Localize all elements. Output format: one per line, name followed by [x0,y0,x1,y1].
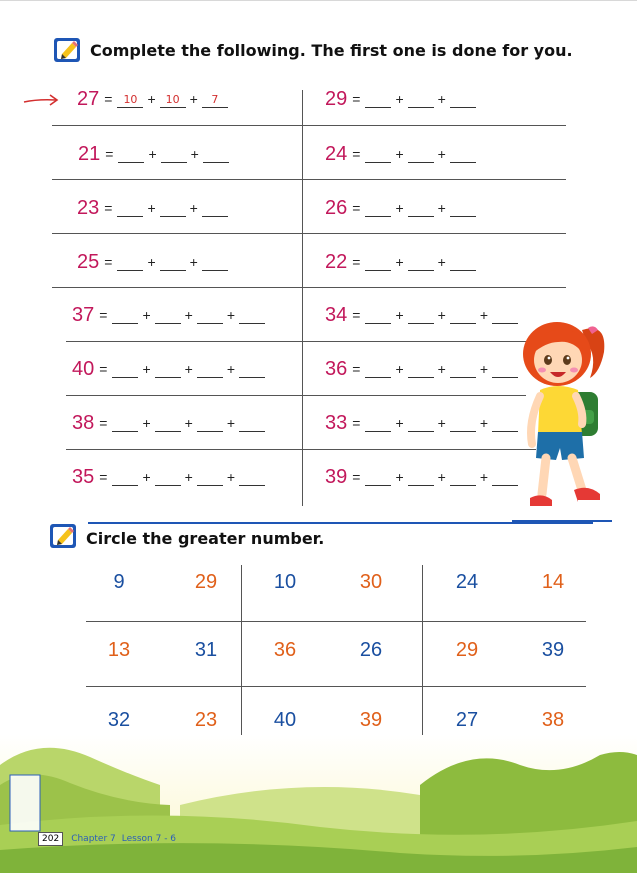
answer-blank[interactable] [450,307,476,324]
table-row-divider [52,233,566,234]
equation-row: 35 = + + + [72,462,265,492]
answer-blank[interactable] [197,415,223,432]
answer-blank[interactable] [203,146,229,163]
answer-blank[interactable] [408,254,434,271]
target-number: 40 [72,357,95,380]
answer-blank[interactable] [365,307,391,324]
answer-blank[interactable] [112,307,138,324]
answer-blank[interactable] [408,146,434,163]
pencil-icon [52,34,82,64]
answer-blank[interactable] [112,415,138,432]
answer-blank[interactable] [450,254,476,271]
number-choice[interactable]: 29 [194,571,218,593]
target-number: 26 [325,196,348,219]
answer-blank[interactable] [408,361,434,378]
instruction-1: Complete the following. The first one is done for you. [90,41,573,60]
chapter-label: Chapter 7 [71,834,116,844]
number-choice[interactable]: 10 [273,571,297,593]
answer-blank[interactable] [365,415,391,432]
equation-row: 38 = + + + [72,408,265,438]
answer-blank[interactable] [202,200,228,217]
answer-blank[interactable] [365,254,391,271]
equation-row: 24 = + + [325,139,476,169]
equation-row: 26 = + + [325,193,476,223]
equation-row: 23 = + + [77,193,228,223]
grid-divider-vertical [241,565,242,761]
answer-blank[interactable] [365,200,391,217]
table-row-divider [52,125,566,126]
number-choice[interactable]: 39 [359,709,383,731]
equation-row: 25 = + + [77,247,228,277]
answer-blank[interactable] [197,307,223,324]
number-choice[interactable]: 39 [541,639,565,661]
number-choice[interactable]: 9 [113,571,125,593]
answer-blank[interactable] [408,469,434,486]
equation-row: 33 = + + + [325,408,518,438]
table-row-divider [66,341,526,342]
equation-row: 21 = + + [78,139,229,169]
number-choice[interactable]: 27 [455,709,479,731]
instruction-icon-1 [52,34,82,68]
answer-blank[interactable] [239,307,265,324]
number-choice[interactable]: 32 [107,709,131,731]
answer-blank[interactable] [450,200,476,217]
target-number: 37 [72,303,95,326]
number-choice[interactable]: 29 [455,639,479,661]
table-row-divider [52,287,566,288]
number-choice[interactable]: 30 [359,571,383,593]
target-number: 33 [325,411,348,434]
answer-blank[interactable] [197,361,223,378]
arrow-icon [22,92,62,108]
answer-blank[interactable]: 10 [160,91,186,108]
grid-divider-horizontal [86,686,586,687]
answer-blank[interactable]: 7 [202,91,228,108]
target-number: 23 [77,196,100,219]
answer-blank[interactable] [117,200,143,217]
table-row-divider [66,449,536,450]
number-choice[interactable]: 24 [455,571,479,593]
answer-blank[interactable] [155,361,181,378]
answer-blank[interactable] [365,469,391,486]
table-row-divider [66,395,526,396]
answer-blank[interactable] [450,91,476,108]
answer-blank[interactable] [365,361,391,378]
target-number: 35 [72,465,95,488]
number-choice[interactable]: 13 [107,639,131,661]
target-number: 34 [325,303,348,326]
answer-blank[interactable] [155,469,181,486]
number-choice[interactable]: 23 [194,709,218,731]
top-border [0,0,637,1]
answer-blank[interactable] [408,91,434,108]
answer-blank[interactable] [197,469,223,486]
section-divider [88,522,593,524]
answer-blank[interactable] [450,469,476,486]
target-number: 21 [78,142,101,165]
lesson-label: Lesson 7 - 6 [121,834,177,844]
number-choice[interactable]: 38 [541,709,565,731]
girl-illustration [512,312,612,524]
answer-blank[interactable] [112,469,138,486]
answer-blank[interactable] [408,200,434,217]
answer-blank[interactable] [408,307,434,324]
answer-blank[interactable] [408,415,434,432]
target-number: 39 [325,465,348,488]
answer-blank[interactable] [117,254,143,271]
equation-row: 40 = + + + [72,354,265,384]
answer-blank[interactable] [365,146,391,163]
answer-blank[interactable] [239,415,265,432]
target-number: 36 [325,357,348,380]
target-number: 24 [325,142,348,165]
target-number: 22 [325,250,348,273]
table-divider-vertical [302,90,303,506]
number-choice[interactable]: 26 [359,639,383,661]
instruction-2: Circle the greater number. [86,529,325,548]
equation-row: 29 = + + [325,84,476,114]
answer-blank[interactable] [450,415,476,432]
equation-row: 39 = + + + [325,462,518,492]
grid-divider-horizontal [86,621,586,622]
equation-row: 22 = + + [325,247,476,277]
answer-blank[interactable] [161,146,187,163]
answer-blank[interactable] [365,91,391,108]
answer-blank[interactable] [118,146,144,163]
answer-blank[interactable] [239,469,265,486]
answer-blank[interactable] [450,361,476,378]
target-number: 38 [72,411,95,434]
answer-blank[interactable] [155,415,181,432]
number-choice[interactable]: 40 [273,709,297,731]
answer-blank[interactable] [160,200,186,217]
number-choice[interactable]: 36 [273,639,297,661]
target-number: 29 [325,87,348,110]
target-number: 27 [77,87,100,110]
target-number: 25 [77,250,100,273]
grid-divider-vertical [422,565,423,761]
page-footer [38,832,182,846]
number-choice[interactable]: 14 [541,571,565,593]
answer-blank[interactable] [160,254,186,271]
table-row-divider [52,179,566,180]
pencil-icon [48,520,78,550]
answer-blank[interactable]: 10 [117,91,143,108]
answer-blank[interactable] [239,361,265,378]
equation-row: 36 = + + + [325,354,518,384]
instruction-icon-2 [48,520,78,554]
equation-row: 27 = 10 + 10 + 7 [77,84,228,114]
page-number: 202 [38,832,63,846]
equation-row: 37 = + + + [72,300,265,330]
equation-row: 34 = + + + [325,300,518,330]
landscape-illustration [0,735,637,873]
answer-blank[interactable] [155,307,181,324]
number-choice[interactable]: 31 [194,639,218,661]
answer-blank[interactable] [202,254,228,271]
answer-blank[interactable] [112,361,138,378]
answer-blank[interactable] [450,146,476,163]
